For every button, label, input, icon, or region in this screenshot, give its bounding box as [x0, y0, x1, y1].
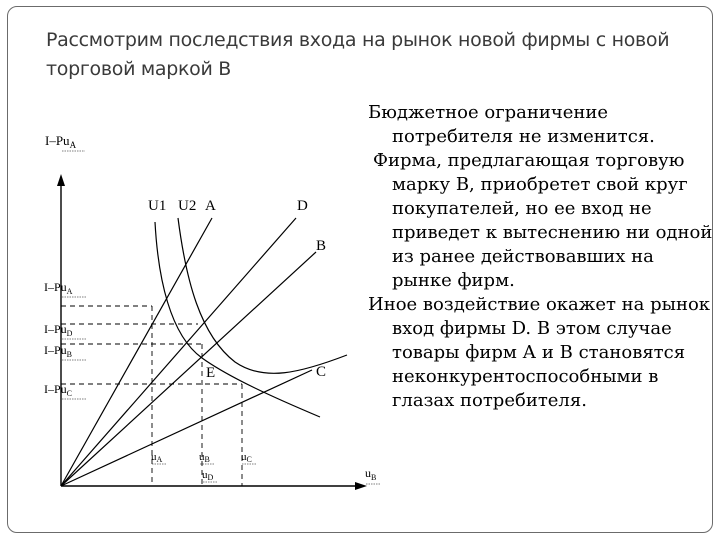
paragraph-budget: Бюджетное ограничение потребителя не изменится. [368, 102, 655, 147]
x-tick-label-b: uB [199, 451, 210, 464]
ray-b [61, 252, 316, 486]
x-tick-label-a: uA [151, 451, 163, 464]
ray-label-c: C [316, 364, 327, 380]
y-tick-label-b: $I-Pu_B$ [44, 343, 73, 359]
x-axis-label: $u_B$ [365, 466, 377, 482]
paragraph-firm-b: Фирма, предлагающая торговую марку В, приобретет свой круг покупателей, но ее вход не приведет к вытеснению ни одной из ранее действовавших на рынке фирм. [373, 150, 713, 291]
y-axis-arrow [57, 174, 65, 186]
ray-d [61, 218, 296, 486]
text-body [368, 101, 716, 413]
indifference-curve-u1 [155, 222, 320, 417]
slide-title: Рассмотрим последствия входа на рынок новой фирмы с новой торговой маркой В [46, 29, 670, 80]
point-label-e: E [206, 365, 216, 381]
x-axis-arrow [355, 482, 367, 490]
ray-a [61, 218, 212, 486]
curve-label-u2: U2 [178, 198, 197, 214]
y-tick-label-a: $I-Pu_A$ [44, 280, 73, 296]
diagram [30, 120, 400, 520]
diagram-svg [30, 120, 400, 520]
ray-c [61, 370, 312, 486]
ray-label-b: B [316, 238, 327, 254]
x-tick-label-c: uC [241, 451, 252, 464]
x-tick-label-d: uD [202, 469, 214, 482]
y-axis-label: $I-Pu_A$ [45, 133, 77, 150]
ray-label-d: D [297, 198, 308, 214]
paragraph-firm-d: Иное воздействие окажет на рынок вход фирмы D. В этом случае товары фирм А и В становятся неконкурентоспособными в глазах потребителя. [368, 294, 711, 411]
y-tick-label-d: $I-Pu_D$ [44, 322, 73, 338]
ray-label-a: A [205, 198, 216, 214]
y-tick-label-c: $I-Pu_C$ [44, 382, 73, 398]
curve-label-u1: U1 [148, 198, 167, 214]
